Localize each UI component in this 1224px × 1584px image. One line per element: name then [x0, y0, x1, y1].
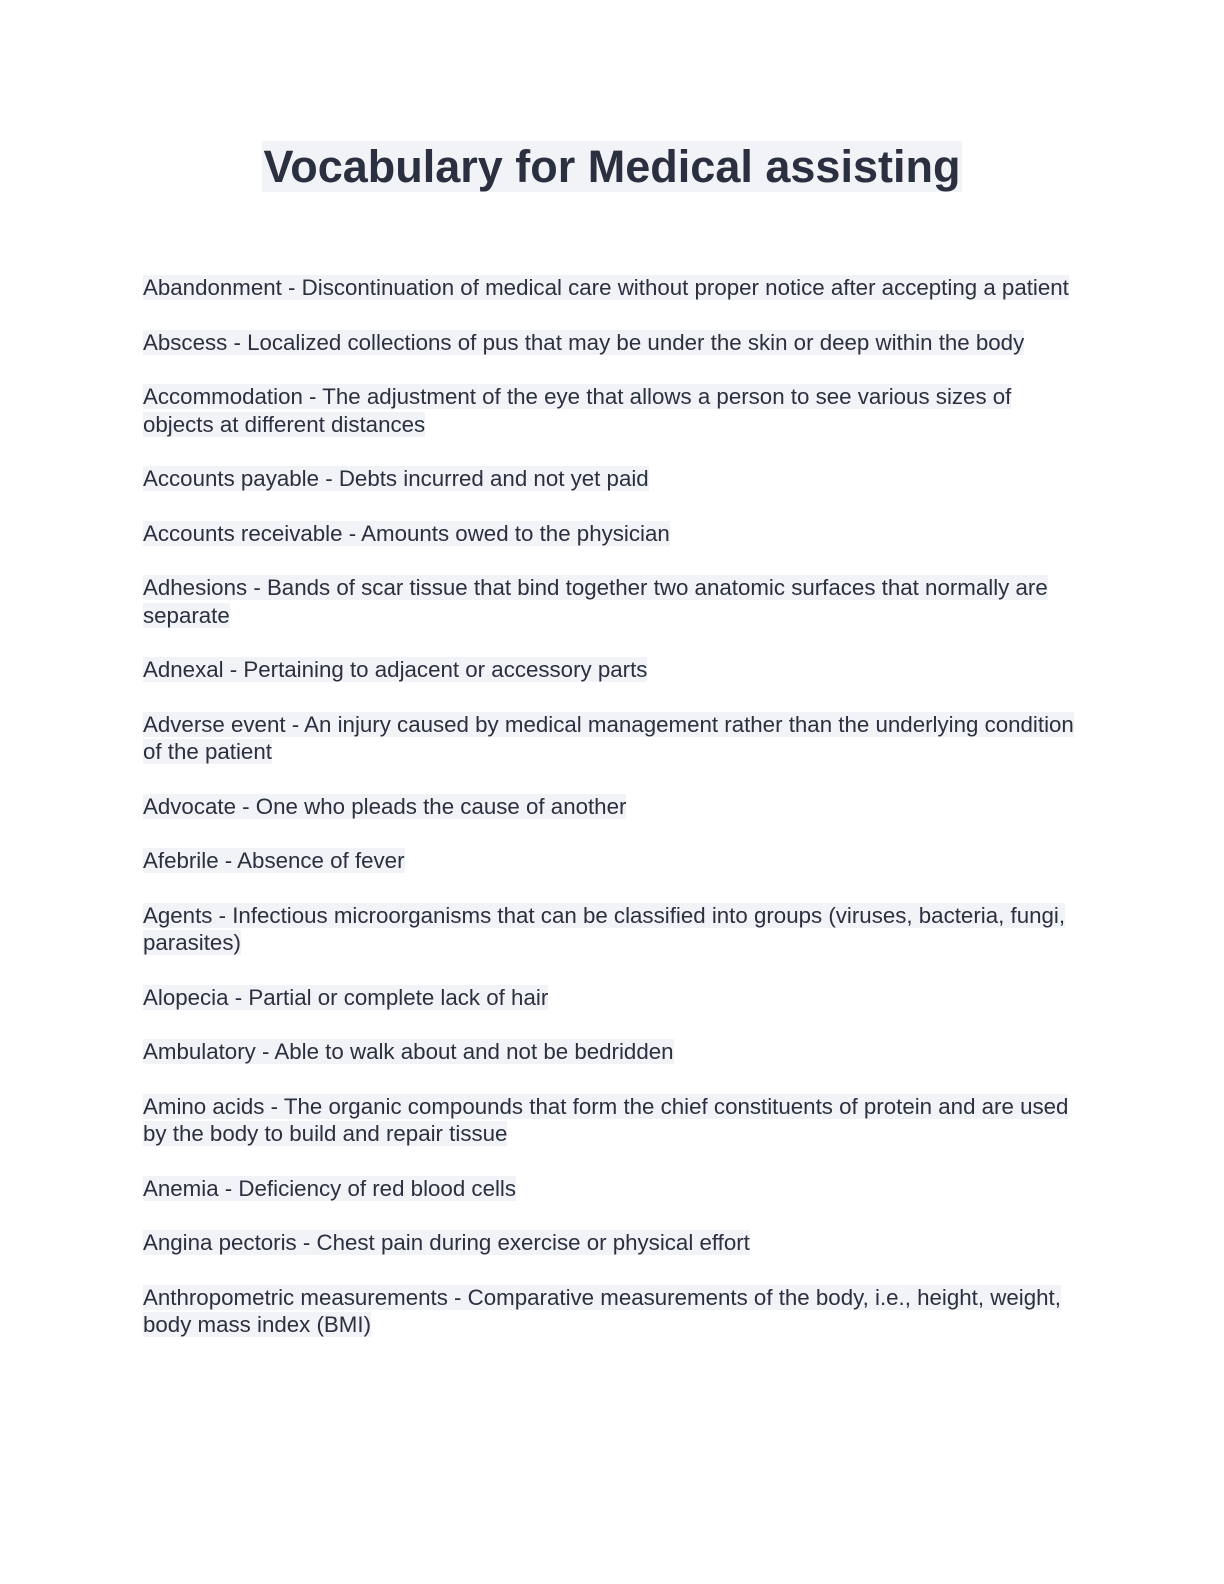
vocabulary-entry-text: Afebrile - Absence of fever — [143, 848, 405, 873]
vocabulary-entry-text: Abscess - Localized collections of pus that may be under the skin or deep within the body — [143, 329, 1025, 355]
vocabulary-entry — [143, 793, 1083, 821]
vocabulary-entry — [143, 1284, 1083, 1339]
document-title — [0, 140, 1224, 194]
vocabulary-entry — [143, 574, 1083, 629]
vocabulary-entry-text: Adverse event - An injury caused by medical management rather than the underlying condition of the patient — [143, 711, 1074, 764]
vocabulary-entry-text: Adnexal - Pertaining to adjacent or accessory parts — [143, 657, 648, 682]
vocabulary-entry-text: Agents - Infectious microorganisms that can be classified into groups (viruses, bacteria, fungi, parasites) — [143, 902, 1066, 955]
vocabulary-entry — [143, 1093, 1083, 1148]
vocabulary-entry-text: Accounts receivable - Amounts owed to the physician — [143, 520, 670, 546]
vocabulary-entry-text: Anemia - Deficiency of red blood cells — [143, 1175, 517, 1201]
vocabulary-entry — [143, 902, 1083, 957]
vocabulary-entry — [143, 656, 1083, 684]
vocabulary-entry — [143, 520, 1083, 548]
vocabulary-entry-text: Amino acids - The organic compounds that form the chief constituents of protein and are used by the body to build and repair tissue — [143, 1093, 1069, 1146]
vocabulary-entry — [143, 329, 1083, 357]
vocabulary-entry — [143, 1229, 1083, 1257]
vocabulary-entry — [143, 383, 1083, 438]
vocabulary-entry — [143, 847, 1083, 875]
vocabulary-entry — [143, 465, 1083, 493]
vocabulary-entry-text: Abandonment - Discontinuation of medical care without proper notice after accepting a patient — [143, 275, 1069, 300]
vocabulary-entry — [143, 711, 1083, 766]
vocabulary-entry-text: Advocate - One who pleads the cause of another — [143, 793, 627, 819]
vocabulary-entry-text: Alopecia - Partial or complete lack of hair — [143, 984, 549, 1010]
vocabulary-list — [143, 274, 1083, 1366]
vocabulary-entry — [143, 274, 1083, 302]
vocabulary-entry — [143, 1038, 1083, 1066]
vocabulary-entry-text: Anthropometric measurements - Comparative measurements of the body, i.e., height, weight, body mass index (BMI) — [143, 1284, 1061, 1337]
vocabulary-entry-text: Accommodation - The adjustment of the eye that allows a person to see various sizes of objects at different distances — [143, 384, 1012, 437]
vocabulary-entry-text: Ambulatory - Able to walk about and not be bedridden — [143, 1039, 674, 1064]
vocabulary-entry-text: Angina pectoris - Chest pain during exercise or physical effort — [143, 1230, 750, 1255]
vocabulary-entry — [143, 984, 1083, 1012]
document-title-text: Vocabulary for Medical assisting — [263, 141, 961, 192]
vocabulary-entry — [143, 1175, 1083, 1203]
vocabulary-entry-text: Adhesions - Bands of scar tissue that bind together two anatomic surfaces that normally are separate — [143, 575, 1048, 628]
vocabulary-entry-text: Accounts payable - Debts incurred and not yet paid — [143, 466, 649, 491]
